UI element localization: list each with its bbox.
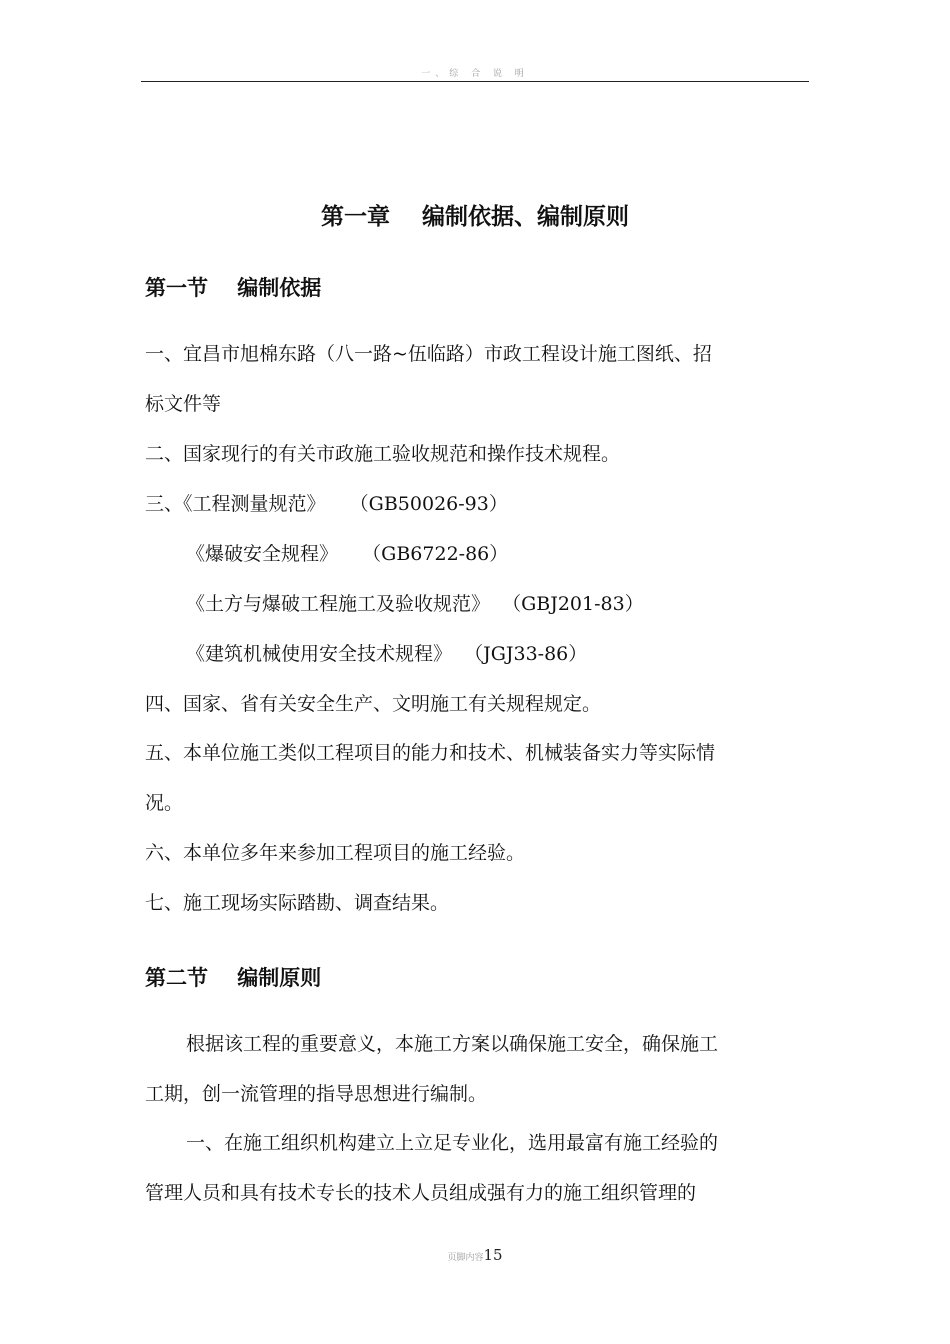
- paragraph-line: 一、宜昌市旭棉东路（八一路~伍临路）市政工程设计施工图纸、招: [145, 343, 712, 365]
- paragraph-line: 《建筑机械使用安全技术规程》 （JGJ33-86）: [186, 643, 588, 665]
- page-number: 15: [483, 1246, 503, 1264]
- paragraph-line: 三、《工程测量规范》 （GB50026-93）: [145, 493, 508, 515]
- paragraph-line: 况。: [145, 792, 184, 814]
- paragraph-line: 《土方与爆破工程施工及验收规范》 （GBJ201-83）: [186, 593, 644, 615]
- paragraph-line: 标文件等: [145, 393, 222, 415]
- footer-label: 页脚内容: [447, 1253, 484, 1263]
- page-footer: [0, 1245, 950, 1264]
- paragraph-line: 二、国家现行的有关市政施工验收规范和操作技术规程。: [145, 443, 621, 465]
- paragraph-line: 一、在施工组织机构建立上立足专业化，选用最富有施工经验的: [186, 1132, 719, 1154]
- running-header: 一、综 合 说 明: [421, 69, 529, 79]
- header-divider: [141, 81, 809, 82]
- paragraph-line: 《爆破安全规程》 （GB6722-86）: [186, 543, 509, 565]
- chapter-title: 第一章 编制依据、编制原则: [320, 204, 630, 230]
- paragraph-line: 五、本单位施工类似工程项目的能力和技术、机械装备实力等实际情: [145, 742, 716, 764]
- section-title-principles: 第二节 编制原则: [145, 966, 322, 990]
- paragraph-line: 工期，创一流管理的指导思想进行编制。: [145, 1083, 488, 1105]
- paragraph-line: 四、国家、省有关安全生产、文明施工有关规程规定。: [145, 693, 602, 715]
- paragraph-line: 七、施工现场实际踏勘、调查结果。: [145, 892, 450, 914]
- section-title-basis: 第一节 编制依据: [145, 276, 322, 300]
- paragraph-line: 根据该工程的重要意义，本施工方案以确保施工安全，确保施工: [186, 1033, 719, 1055]
- paragraph-line: 六、本单位多年来参加工程项目的施工经验。: [145, 842, 526, 864]
- paragraph-line: 管理人员和具有技术专长的技术人员组成强有力的施工组织管理的: [145, 1182, 697, 1204]
